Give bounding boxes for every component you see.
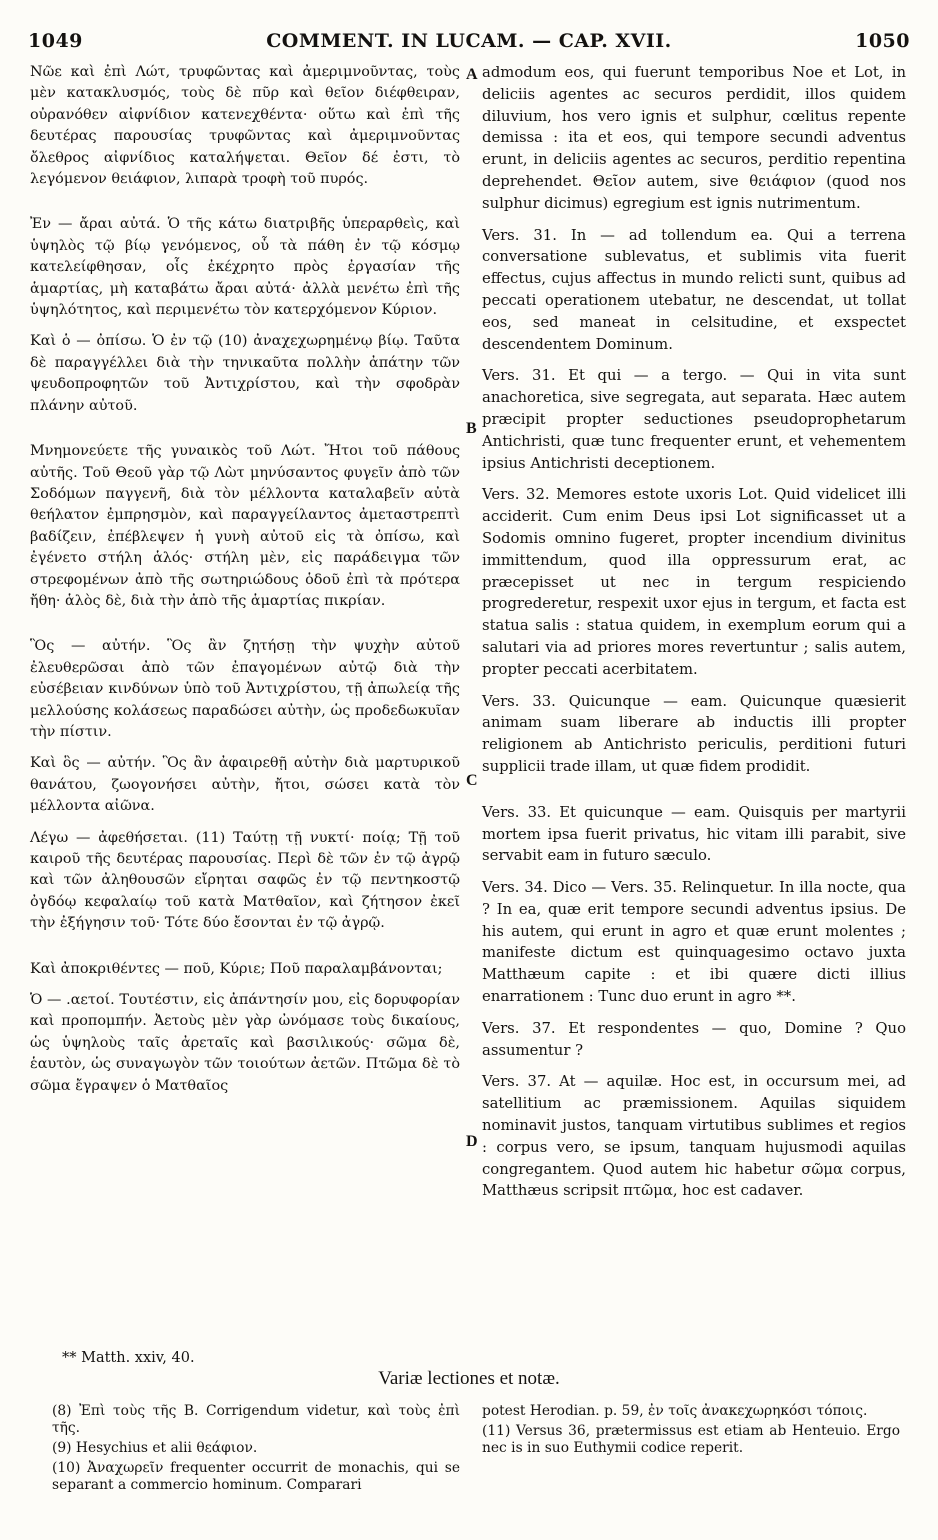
note-item: (9) Hesychius et alii θεάφιον. [52, 1440, 258, 1456]
greek-paragraph: Καὶ ὃς — αὐτήν. Ὃς ἂν ἀφαιρεθῇ αὐτὴν διὰ μαρτυρικοῦ θανάτου, ζωογονήσει αὐτὴν, ἤτοι, σώσει κατὰ τὸν μέλλοντα αἰῶνα. [30, 755, 460, 815]
greek-column [30, 62, 460, 1107]
page-number-left: 1049 [28, 30, 83, 52]
latin-paragraph: Vers. 37. At — aquilæ. Hoc est, in occursum mei, ad satellitium ac præmissionem. Aquilas siquidem nominavit justos, tanquam virtutibus sublimes et regios : corpus vero, se ipsum, tanquam hujusmodi aquilas congregantem. Quod autem hic habetur σῶμα corpus, Matthæus scripsit πτῶμα, hoc est cadaver. [482, 1073, 906, 1200]
greek-paragraph: Καὶ ὁ — ὀπίσω. Ὁ ἐν τῷ (10) ἀναχεχωρημένῳ βίῳ. Ταῦτα δὲ παραγγέλλει διὰ τὴν τηνικαῦτα πολλὴν ἀπάτην τῶν ψευδοπροφητῶν τοῦ Ἀντιχρίστου, καὶ τὴν σφοδρὰν πλάνην αὐτοῦ. [30, 333, 460, 414]
footnote: ** Matth. xxiv, 40. [62, 1350, 195, 1366]
greek-paragraph: Μνημονεύετε τῆς γυναικὸς τοῦ Λώτ. Ἤτοι τοῦ πάθους αὐτῆς. Τοῦ Θεοῦ γὰρ τῷ Λὼτ μηνύσαντος φυγεῖν ἀπὸ τῶν Σοδόμων παγγενῆ, διὰ τὸν μέλλοντα καταλαβεῖν αὐτὰ θεήλατον ἐμπρησμὸν, καὶ παραγγείλαντος ἀμεταστρεπτὶ βαδίζειν, ἐπέβλεψεν ἡ γυνὴ αὐτοῦ εἰς τὰ ὀπίσω, καὶ ἐγένετο στήλη ἁλός· στήλη μὲν, εἰς παράδειγμα τῶν στρεφομένων ἀπὸ τῆς σωτηριώδους ὁδοῦ ἐπὶ τὰ πρότερα ἤθη· ἁλὸς δὲ, διὰ τὴν ἀπὸ τῆς ἁμαρτίας πικρίαν. [30, 443, 460, 609]
page-header [28, 30, 910, 60]
greek-paragraph: Καὶ ἀποκριθέντες — ποῦ, Κύριε; Ποῦ παραλαμβάνονται; [30, 960, 443, 977]
latin-paragraph: Vers. 37. Et respondentes — quo, Domine ? Quo assumentur ? [482, 1019, 906, 1059]
greek-paragraph: Λέγω — ἀφεθήσεται. (11) Ταύτῃ τῇ νυκτί· ποίᾳ; Τῇ τοῦ καιροῦ τῆς δευτέρας παρουσίας. Περὶ δὲ τῶν ἐν τῷ ἀγρῷ καὶ τῶν ἀληθουσῶν εἴρηται σαφῶς ἐν τῷ πεντηκοστῷ ὀγδόῳ κεφαλαίῳ τοῦ κατὰ Ματθαῖον, καὶ ζήτησον ἐκεῖ τὴν ἐξήγησιν τοῦ· Τότε δύο ἔσονται ἐν τῷ ἀγρῷ. [30, 829, 460, 932]
latin-paragraph: Vers. 32. Memores estote uxoris Lot. Quid videlicet illi acciderit. Cum enim Deus ipsi Lot significasset ut a Sodomis omnino fugeret, propter incendium divinitus immittendum, quod illa oppressurum erat, ac præcepisset ut nec in tergum respiciendo progrederetur, respexit uxor ejus in tergum, et facta est statua salis : statua quidem, in exemplum eorum qui a salutari via ad priores mores revertuntur ; salis autem, propter peccati acerbitatem. [482, 486, 906, 678]
margin-marker-a: A [466, 66, 478, 83]
greek-paragraph: Ὃς — αὐτήν. Ὃς ἂν ζητήσῃ τὴν ψυχὴν αὐτοῦ ἐλευθερῶσαι ἀπὸ τῶν ἐπαγομένων αὐτῷ διὰ τὴν εὐσέβειαν κινδύνων ὑπὸ τοῦ Ἀντιχρίστου, τῇ ἀπωλείᾳ τῆς μελλούσης κολάσεως παραδώσει αὐτὴν, ὡς προδεδωκυῖαν τὴν πίστιν. [30, 638, 460, 740]
latin-paragraph: Vers. 33. Et quicunque — eam. Quisquis per martyrii mortem ipsa fuerit privatus, hic vitam illi parabit, sive servabit eam in futuro sæculo. [482, 803, 906, 865]
note-item: potest Herodian. p. 59, ἐν τοῖς ἀνακεχωρηκόσι τόποις. [482, 1403, 868, 1419]
latin-paragraph: Vers. 33. Quicunque — eam. Quicunque quæsierit animam suam liberare ab inductis illi propter religionem ab Antichristo periculis, perditioni futuri supplicii trade illam, ut quæ fidem prodidit. [482, 692, 906, 775]
greek-paragraph: Ὁ — .αετοί. Τουτέστιν, εἰς ἀπάντησίν μου, εἰς δορυφορίαν καὶ προπομπήν. Ἀετοὺς μὲν γὰρ ὠνόμασε τοὺς δικαίους, ὡς ὑψηλοὺς ταῖς ἀρεταῖς καὶ βασιλικούς· σῶμα δὲ, ἑαυτὸν, ὡς συναγωγὸν τῶν τοιούτων ἀετῶν. Πτῶμα δὲ τὸ σῶμα ἔγραψεν ὁ Ματθαῖος [30, 992, 460, 1094]
latin-paragraph: Vers. 31. In — ad tollendum ea. Qui a terrena conversatione sublevatus, et sublimis vita fuerit effectus, cujus affectus in mundo relicti sunt, quibus ad peccati operationem utebatur, ne descendat, ut tollat eos, sed maneat in celsitudine, et exspectet descendentem Dominum. [482, 226, 906, 353]
note-item: (11) Versus 36, prætermissus est etiam ab Henteuio. Ergo nec is in suo Euthymii codice reperit. [482, 1423, 900, 1456]
page-number-right: 1050 [855, 30, 910, 52]
latin-paragraph: Vers. 34. Dico — Vers. 35. Relinquetur. In illa nocte, qua ? In ea, quæ erit tempore secundi adventus ipsius. De his autem, qui erunt in agro et quæ erunt molentes ; manifeste dictum est quinquagesimo octavo juxta Matthæum capite : et ibi quære dicti illius enarrationem : Tunc duo erunt in agro **. [482, 879, 906, 1006]
greek-paragraph: Νῶε καὶ ἐπὶ Λώτ, τρυφῶντας καὶ ἀμεριμνοῦντας, τοὺς μὲν κατακλυσμός, τοὺς δὲ πῦρ καὶ θεῖον διέφθειραν, οὐρανόθεν αἰφνίδιον κατενεχθέντα· οὕτω καὶ ἐπὶ τῆς δευτέρας παρουσίας τρυφῶντας καὶ ἀμεριμνοῦντας ὄλεθρος αἰφνίδιος καταλήψεται. Θεῖον δέ ἐστι, τὸ λεγόμενον θειάφιον, λιπαρὰ τροφὴ τοῦ πυρός. [30, 64, 460, 188]
greek-paragraph: Ἐν — ἄραι αὐτά. Ὁ τῆς κάτω διατριβῆς ὑπεραρθεὶς, καὶ ὑψηλὸς τῷ βίῳ γενόμενος, οὗ τὰ πάθη ἐν τῷ κόσμῳ κατελείφθησαν, οἷς ἐκέχρητο πρὸς ἐργασίαν τῆς ἁμαρτίας, μὴ καταβάτω ἄραι αὐτά· ἀλλὰ μενέτω ἐπὶ τῆς ὑψηλότητος, καὶ περιμενέτω τὸν κατερχόμενον Κύριον. [30, 216, 460, 319]
latin-paragraph: admodum eos, qui fuerunt temporibus Noe et Lot, in deliciis agentes ac securos perdidit, illos quidem diluvium, hos vero ignis et sulphur, cœlitus repente demissa : ita et eos, qui tempore secundi adventus erunt, in deliciis agentes ac securos, perditio repentina deprehendet. Θεῖον autem, sive θειάφιον (quod nos sulphur dicimus) egregium est ignis nutrimentum. [482, 64, 906, 212]
notes-left-column [52, 1403, 460, 1497]
latin-column [482, 62, 906, 1212]
margin-marker-c: C [466, 772, 478, 789]
margin-marker-b: B [466, 420, 477, 437]
note-item: (10) Ἀναχωρεῖν frequenter occurrit de monachis, qui se separant a commercio hominum. Comparari [52, 1460, 460, 1493]
notes-heading: Variæ lectiones et notæ. [378, 1368, 560, 1389]
latin-paragraph: Vers. 31. Et qui — a tergo. — Qui in vita sunt anachoretica, sive segregata, aut separata. Hæc autem præcipit propter seductiones pseudoprophetarum Antichristi, quæ tunc frequenter erunt, et vehementem ipsius Antichristi deceptionem. [482, 367, 906, 472]
notes-right-column [482, 1403, 900, 1460]
note-item: (8) Ἐπὶ τοὺς τῆς B. Corrigendum videtur, καὶ τοὺς ἐπὶ τῆς. [52, 1403, 460, 1436]
running-title: COMMENT. IN LUCAM. — CAP. XVII. [266, 30, 672, 52]
margin-marker-d: D [466, 1133, 478, 1150]
